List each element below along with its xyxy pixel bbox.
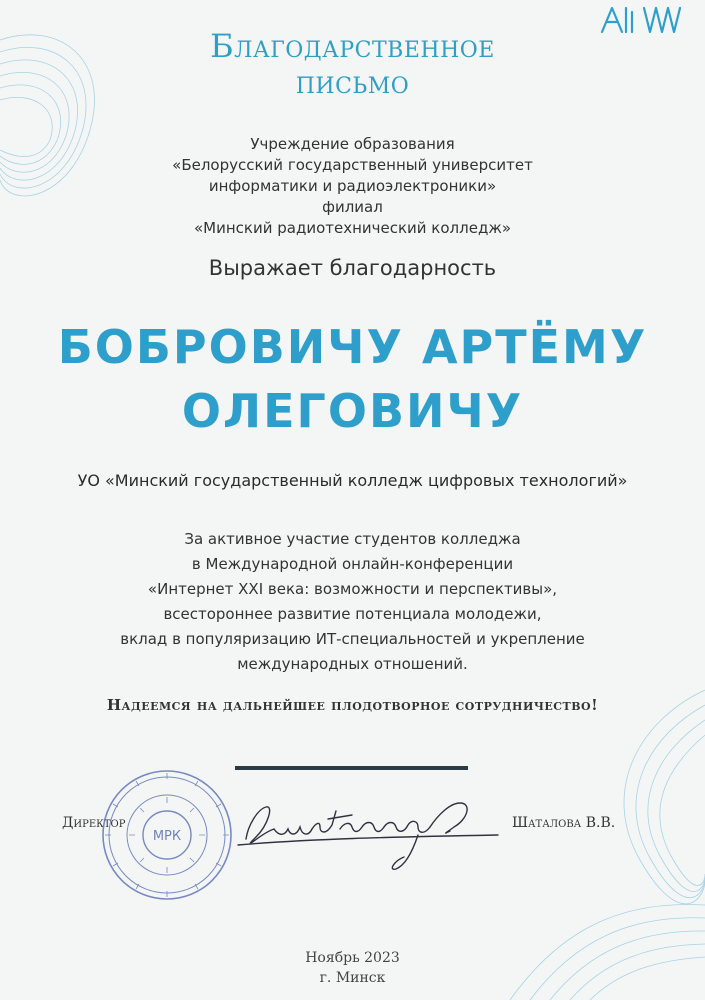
reason-line: За активное участие студентов колледжа bbox=[184, 530, 521, 548]
issue-city: г. Минск bbox=[319, 970, 386, 986]
institution-line: Учреждение образования bbox=[250, 135, 455, 153]
institution-line: «Минский радиотехнический колледж» bbox=[193, 219, 512, 237]
document-title-line-1: Благодарственное bbox=[210, 27, 495, 65]
official-stamp-icon bbox=[100, 768, 234, 902]
issue-date: Ноябрь 2023 bbox=[305, 950, 400, 966]
stamp-center-text: МРК bbox=[152, 829, 182, 844]
expresses-gratitude: Выражает благодарность bbox=[208, 256, 497, 280]
reason-line: международных отношений. bbox=[237, 655, 468, 673]
issuing-institution bbox=[0, 134, 705, 239]
gratitude-reason bbox=[0, 527, 705, 677]
recipient-organization: УО «Минский государственный колледж цифровых технологий» bbox=[77, 471, 628, 490]
signatory-role: Директор bbox=[62, 815, 126, 831]
institution-line: информатики и радиоэлектроники» bbox=[208, 177, 497, 195]
signatory-name: Шаталова В.В. bbox=[512, 815, 616, 831]
director-signature-icon bbox=[228, 795, 518, 875]
reason-line: в Международной онлайн-конференции bbox=[191, 555, 514, 573]
reason-line: «Интернет XXI века: возможности и перспективы», bbox=[147, 580, 558, 598]
reason-line: вклад в популяризацию ИТ-специальностей и укрепление bbox=[120, 630, 585, 648]
closing-statement: Надеемся на дальнейшее плодотворное сотрудничество! bbox=[106, 696, 599, 714]
issue-date-place bbox=[0, 948, 705, 988]
document-title-line-2: письмо bbox=[295, 63, 410, 101]
institution-line: «Белорусский государственный университет bbox=[172, 156, 533, 174]
signature-divider bbox=[235, 766, 468, 770]
recipient-name-line-1: БОБРОВИЧУ АРТЁМУ bbox=[57, 320, 648, 374]
institution-line: филиал bbox=[322, 198, 383, 216]
reason-line: всестороннее развитие потенциала молодежи, bbox=[163, 605, 542, 623]
recipient-name-line-2: ОЛЕГОВИЧУ bbox=[181, 384, 524, 438]
